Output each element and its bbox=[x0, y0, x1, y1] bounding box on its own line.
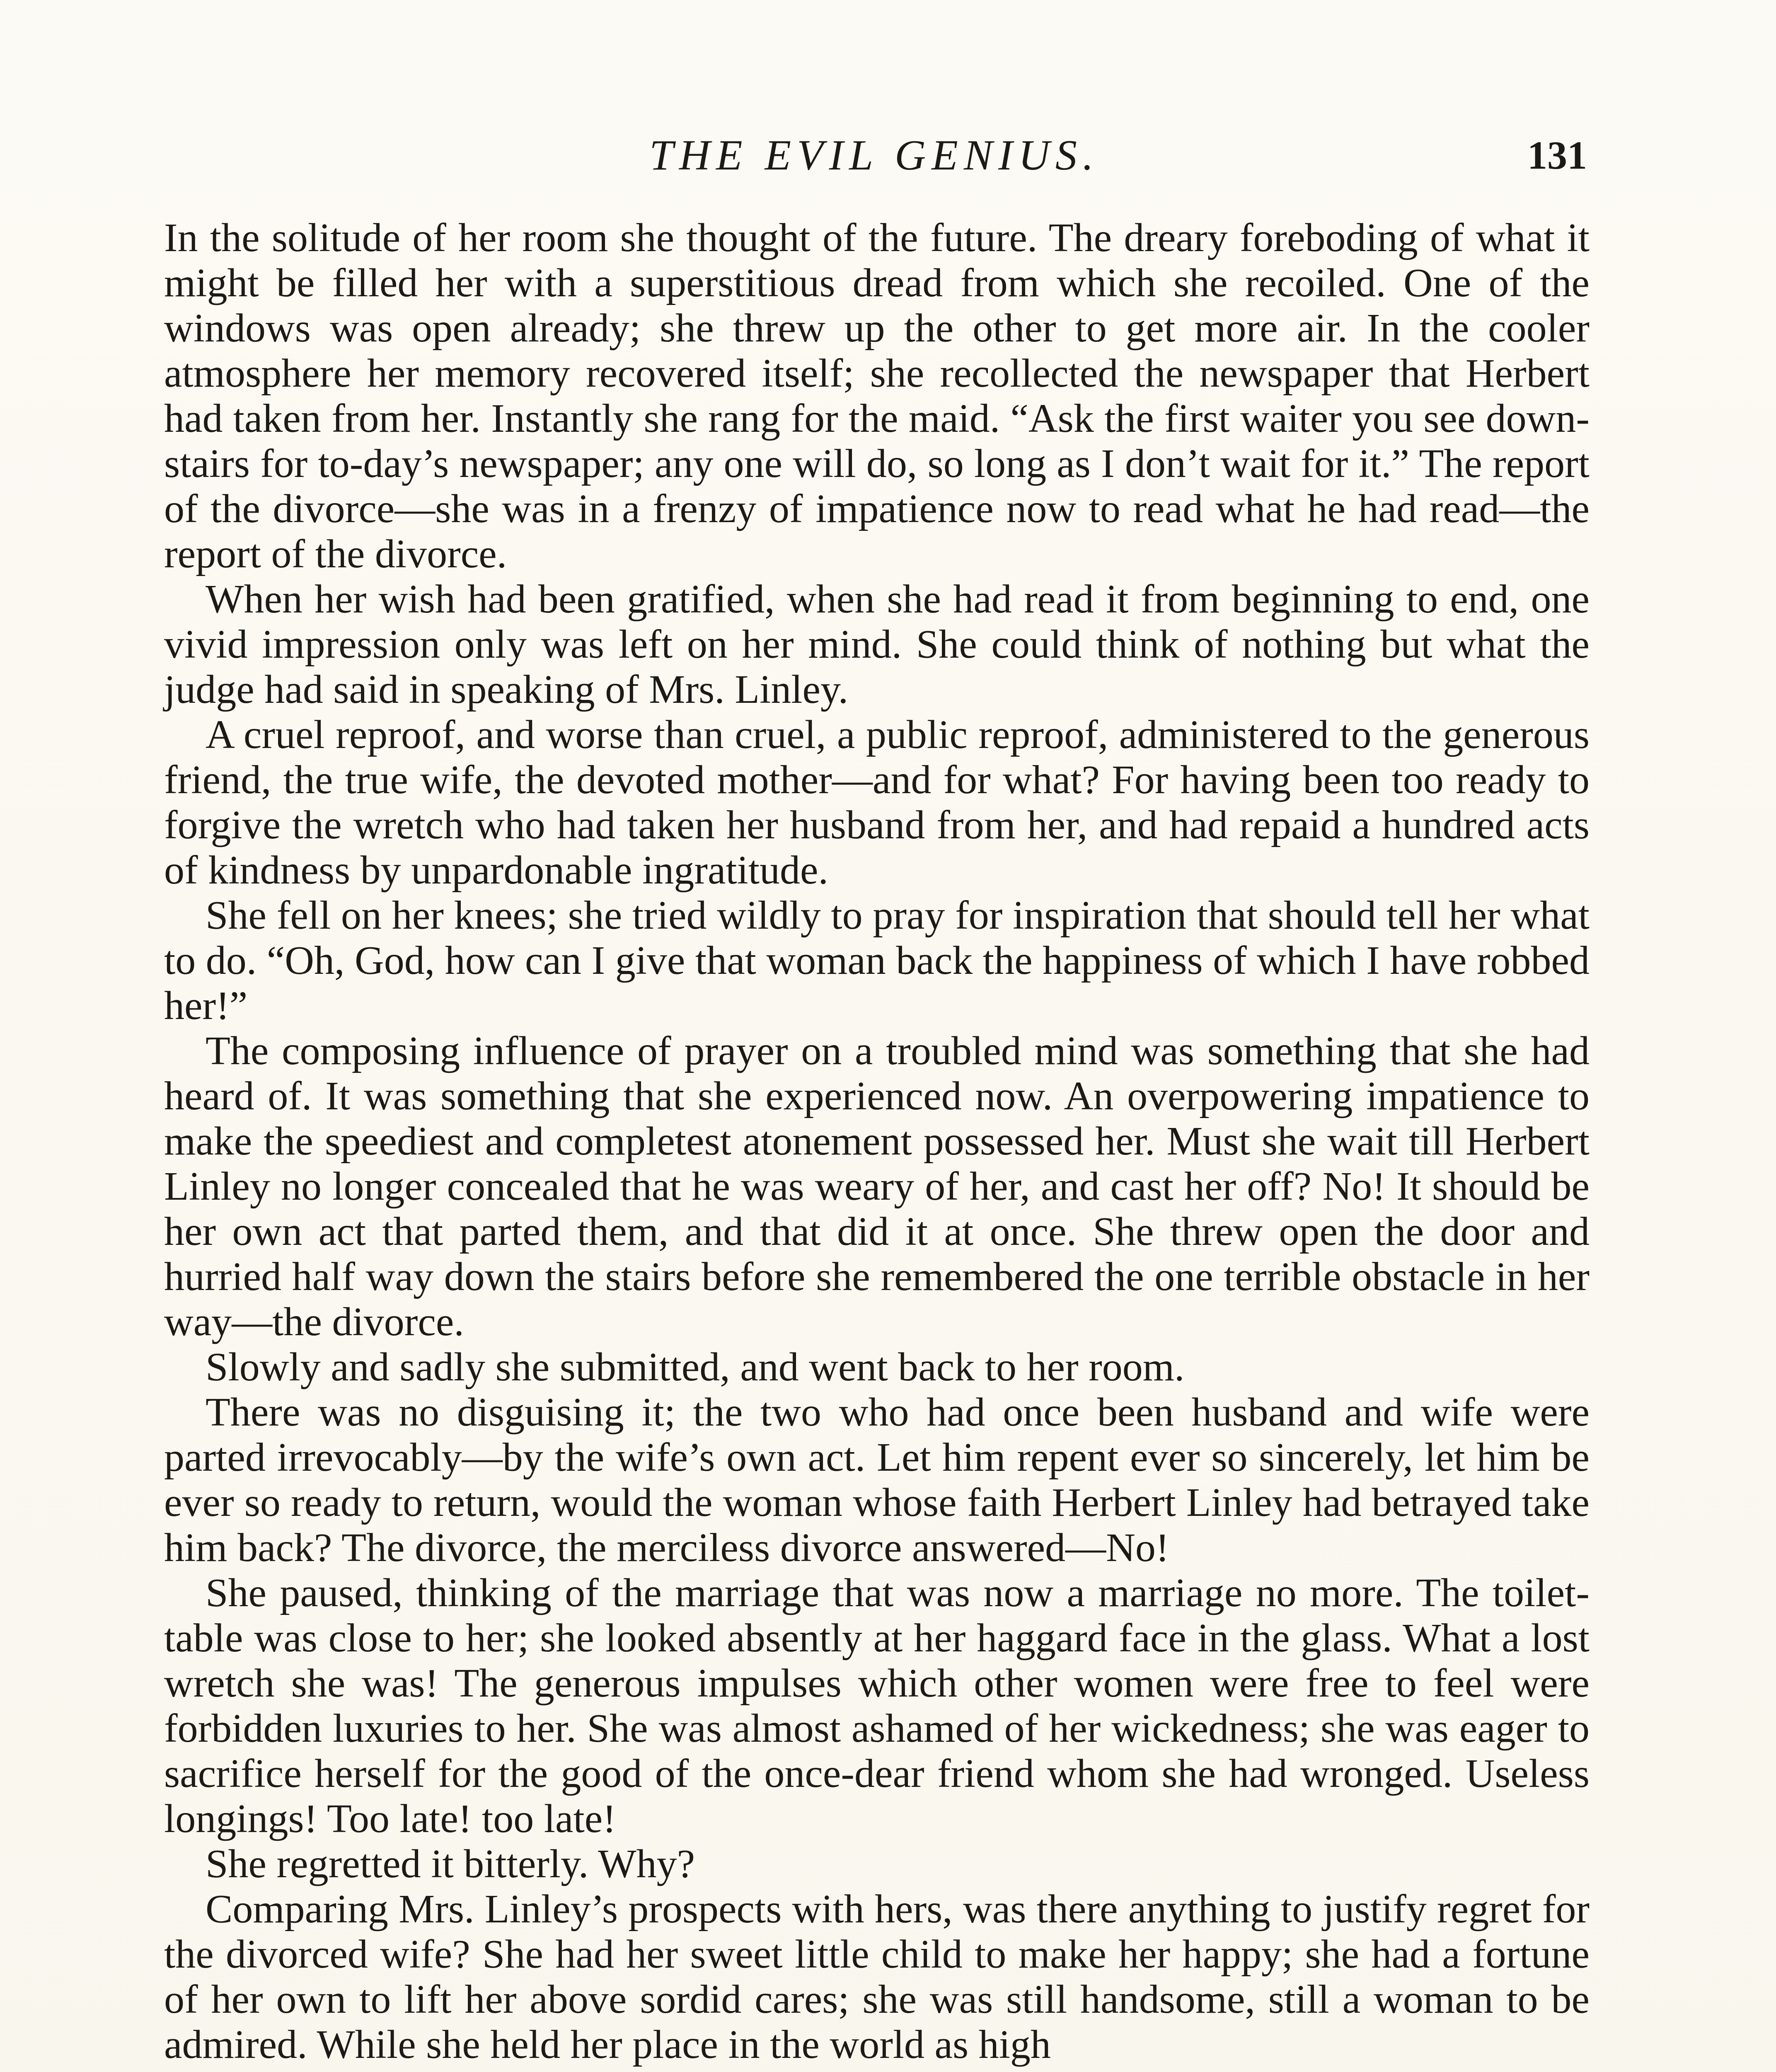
body-text bbox=[164, 215, 1590, 2067]
paragraph: There was no disguising it; the two who had once been husband and wife were parted irrevocably—by the wife’s own act. Let him repent ever so sincerely, let him be ever so ready to return, would the woman whose faith Herbert Linley had betrayed take him back? The divorce, the merciless divorce answered—No! bbox=[164, 1390, 1590, 1570]
paragraph: The composing influence of prayer on a troubled mind was something that she had heard of. It was something that she experienced now. An overpowering impatience to make the speediest and completest atonement possessed her. Must she wait till Herbert Linley no longer concealed that he was weary of her, and cast her off? No! It should be her own act that parted them, and that did it at once. She threw open the door and hurried half way down the stairs before she remembered the one terrible obstacle in her way—the divorce. bbox=[164, 1029, 1590, 1344]
paragraph: She regretted it bitterly. Why? bbox=[206, 1842, 695, 1886]
paragraph: She fell on her knees; she tried wildly to pray for inspiration that should tell her what to do. “Oh, God, how can I give that woman back the happiness of which I have robbed her!” bbox=[164, 893, 1590, 1028]
paragraph: When her wish had been gratified, when she had read it from beginning to end, one vivid impression only was left on her mind. She could think of nothing but what the judge had said in speaking of Mrs. Linley. bbox=[164, 577, 1590, 712]
paragraph: In the solitude of her room she thought of the future. The dreary foreboding of what it might be filled her with a superstitious dread from which she recoiled. One of the windows was open already; she threw up the other to get more air. In the cooler atmosphere her memory recovered itself; she recollected the newspaper that Herbert had taken from her. Instantly she rang for the maid. “Ask the first waiter you see down-stairs for to-day’s newspaper; any one will do, so long as I don’t wait for it.” The report of the divorce—she was in a frenzy of impatience now to read what he had read—the report of the divorce. bbox=[164, 215, 1590, 576]
running-title: THE EVIL GENIUS. bbox=[649, 131, 1099, 179]
paragraph: Slowly and sadly she submitted, and went back to her room. bbox=[206, 1345, 1185, 1389]
paragraph: A cruel reproof, and worse than cruel, a public reproof, administered to the generous friend, the true wife, the devoted mother—and for what? For having been too ready to forgive the wretch who had taken her husband from her, and had repaid a hundred acts of kindness by unpardonable ingratitude. bbox=[164, 712, 1590, 893]
paragraph: Comparing Mrs. Linley’s prospects with hers, was there anything to justify regret for the divorced wife? She had her sweet little child to make her happy; she had a fortune of her own to lift her above sordid cares; she was still handsome, still a woman to be admired. While she held her place in the world as high bbox=[164, 1887, 1590, 2067]
paragraph: She paused, thinking of the marriage that was now a marriage no more. The toilet-table was close to her; she looked absently at her haggard face in the glass. What a lost wretch she was! The generous impulses which other women were free to feel were forbidden luxuries to her. She was almost ashamed of her wickedness; she was eager to sacrifice herself for the good of the once-dear friend whom she had wronged. Useless longings! Too late! too late! bbox=[164, 1571, 1590, 1841]
page-number: 131 bbox=[1527, 133, 1587, 177]
running-head bbox=[162, 124, 1587, 186]
